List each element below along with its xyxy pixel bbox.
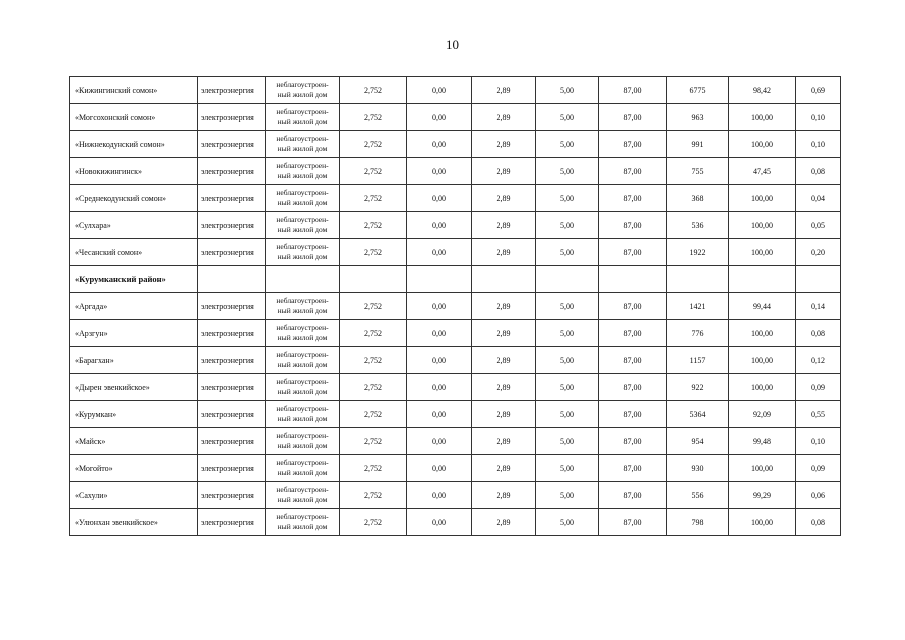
housing-type-cell	[266, 212, 340, 239]
settlement-name-cell: «Дырен эвенкийское»	[70, 374, 198, 401]
housing-type-cell	[266, 509, 340, 536]
coef-c-cell: 5,00	[536, 509, 599, 536]
norm-cell: 2,752	[340, 212, 407, 239]
coef-a-cell: 0,00	[407, 185, 472, 212]
table-row	[70, 509, 841, 536]
volume-cell: 0,55	[796, 401, 841, 428]
housing-type-cell	[266, 320, 340, 347]
norm-cell: 2,752	[340, 455, 407, 482]
resource-cell: электроэнергия	[198, 428, 266, 455]
norm-cell: 2,752	[340, 158, 407, 185]
resource-cell: электроэнергия	[198, 158, 266, 185]
coef-a-cell: 0,00	[407, 104, 472, 131]
coef-c-cell: 5,00	[536, 158, 599, 185]
empty-cell	[407, 266, 472, 293]
norm-cell: 2,752	[340, 293, 407, 320]
share-cell: 100,00	[729, 104, 796, 131]
coef-c-cell: 5,00	[536, 401, 599, 428]
resource-cell: электроэнергия	[198, 131, 266, 158]
table-row	[70, 131, 841, 158]
resource-cell: электроэнергия	[198, 482, 266, 509]
table-row	[70, 482, 841, 509]
coef-a-cell: 0,00	[407, 212, 472, 239]
coef-b-cell: 2,89	[472, 239, 536, 266]
settlement-name-cell: «Барагхан»	[70, 347, 198, 374]
coef-b-cell: 2,89	[472, 401, 536, 428]
section-row	[70, 266, 841, 293]
housing-type-cell	[266, 158, 340, 185]
coef-c-cell: 5,00	[536, 185, 599, 212]
share-cell: 92,09	[729, 401, 796, 428]
norm-cell: 2,752	[340, 185, 407, 212]
coef-c-cell: 5,00	[536, 428, 599, 455]
volume-cell: 0,05	[796, 212, 841, 239]
population-cell: 798	[667, 509, 729, 536]
coef-a-cell: 0,00	[407, 77, 472, 104]
housing-type-line: ный жилой дом	[277, 198, 328, 207]
coef-d-cell: 87,00	[599, 185, 667, 212]
share-cell: 100,00	[729, 239, 796, 266]
volume-cell: 0,69	[796, 77, 841, 104]
empty-cell	[796, 266, 841, 293]
settlement-name-cell: «Могойто»	[70, 455, 198, 482]
housing-type-line: неблагоустроен-	[276, 377, 329, 386]
housing-type-line: неблагоустроен-	[276, 134, 329, 143]
coef-d-cell: 87,00	[599, 347, 667, 374]
coef-b-cell: 2,89	[472, 347, 536, 374]
coef-b-cell: 2,89	[472, 104, 536, 131]
settlement-name-cell: «Курумкан»	[70, 401, 198, 428]
housing-type-line: неблагоустроен-	[276, 296, 329, 305]
resource-cell: электроэнергия	[198, 77, 266, 104]
population-cell: 930	[667, 455, 729, 482]
housing-type-line: ный жилой дом	[277, 171, 328, 180]
volume-cell: 0,14	[796, 293, 841, 320]
settlement-name-cell: «Нижнекодунский сомон»	[70, 131, 198, 158]
coef-c-cell: 5,00	[536, 131, 599, 158]
empty-cell	[266, 266, 340, 293]
population-cell: 368	[667, 185, 729, 212]
housing-type-cell	[266, 428, 340, 455]
population-cell: 954	[667, 428, 729, 455]
coef-c-cell: 5,00	[536, 347, 599, 374]
share-cell: 47,45	[729, 158, 796, 185]
housing-type-cell	[266, 185, 340, 212]
share-cell: 100,00	[729, 509, 796, 536]
housing-type-line: неблагоустроен-	[276, 215, 329, 224]
coef-b-cell: 2,89	[472, 428, 536, 455]
coef-d-cell: 87,00	[599, 131, 667, 158]
coef-b-cell: 2,89	[472, 482, 536, 509]
table-row	[70, 374, 841, 401]
resource-cell: электроэнергия	[198, 293, 266, 320]
table-row	[70, 239, 841, 266]
resource-cell: электроэнергия	[198, 347, 266, 374]
housing-type-line: неблагоустроен-	[276, 431, 329, 440]
table-row	[70, 104, 841, 131]
volume-cell: 0,08	[796, 320, 841, 347]
housing-type-cell	[266, 455, 340, 482]
norm-cell: 2,752	[340, 347, 407, 374]
table-row	[70, 320, 841, 347]
housing-type-line: ный жилой дом	[277, 414, 328, 423]
housing-type-line: ный жилой дом	[277, 522, 328, 531]
coef-a-cell: 0,00	[407, 374, 472, 401]
coef-d-cell: 87,00	[599, 158, 667, 185]
volume-cell: 0,06	[796, 482, 841, 509]
resource-cell: электроэнергия	[198, 239, 266, 266]
population-cell: 1922	[667, 239, 729, 266]
settlement-name-cell: «Улюнхан эвенкийское»	[70, 509, 198, 536]
housing-type-line: ный жилой дом	[277, 360, 328, 369]
volume-cell: 0,10	[796, 104, 841, 131]
resource-cell: электроэнергия	[198, 320, 266, 347]
coef-d-cell: 87,00	[599, 401, 667, 428]
housing-type-line: ный жилой дом	[277, 333, 328, 342]
coef-a-cell: 0,00	[407, 509, 472, 536]
housing-type-line: неблагоустроен-	[276, 512, 329, 521]
coef-d-cell: 87,00	[599, 428, 667, 455]
coef-b-cell: 2,89	[472, 509, 536, 536]
norm-cell: 2,752	[340, 104, 407, 131]
coef-d-cell: 87,00	[599, 293, 667, 320]
coef-b-cell: 2,89	[472, 212, 536, 239]
housing-type-cell	[266, 482, 340, 509]
volume-cell: 0,08	[796, 509, 841, 536]
norm-cell: 2,752	[340, 239, 407, 266]
housing-type-line: неблагоустроен-	[276, 107, 329, 116]
share-cell: 99,48	[729, 428, 796, 455]
coef-b-cell: 2,89	[472, 374, 536, 401]
norm-cell: 2,752	[340, 77, 407, 104]
settlement-name-cell: «Аргада»	[70, 293, 198, 320]
settlement-name-cell: «Сахули»	[70, 482, 198, 509]
coef-c-cell: 5,00	[536, 455, 599, 482]
coef-c-cell: 5,00	[536, 482, 599, 509]
housing-type-line: неблагоустроен-	[276, 404, 329, 413]
housing-type-line: неблагоустроен-	[276, 350, 329, 359]
population-cell: 776	[667, 320, 729, 347]
coef-a-cell: 0,00	[407, 131, 472, 158]
resource-cell: электроэнергия	[198, 401, 266, 428]
share-cell: 100,00	[729, 212, 796, 239]
volume-cell: 0,10	[796, 428, 841, 455]
share-cell: 100,00	[729, 455, 796, 482]
housing-type-line: ный жилой дом	[277, 441, 328, 450]
housing-type-cell	[266, 239, 340, 266]
district-name-cell: «Курумканский район»	[70, 266, 198, 293]
volume-cell: 0,10	[796, 131, 841, 158]
housing-type-line: ный жилой дом	[277, 306, 328, 315]
housing-type-line: ный жилой дом	[277, 387, 328, 396]
coef-a-cell: 0,00	[407, 347, 472, 374]
population-cell: 5364	[667, 401, 729, 428]
population-cell: 1157	[667, 347, 729, 374]
volume-cell: 0,08	[796, 158, 841, 185]
population-cell: 536	[667, 212, 729, 239]
settlement-name-cell: «Новокижингинск»	[70, 158, 198, 185]
empty-cell	[472, 266, 536, 293]
share-cell: 100,00	[729, 374, 796, 401]
table-row	[70, 293, 841, 320]
coef-a-cell: 0,00	[407, 239, 472, 266]
volume-cell: 0,09	[796, 374, 841, 401]
share-cell: 98,42	[729, 77, 796, 104]
coef-d-cell: 87,00	[599, 374, 667, 401]
coef-a-cell: 0,00	[407, 428, 472, 455]
coef-b-cell: 2,89	[472, 293, 536, 320]
settlement-name-cell: «Сулхара»	[70, 212, 198, 239]
coef-a-cell: 0,00	[407, 401, 472, 428]
housing-type-line: неблагоустроен-	[276, 485, 329, 494]
settlement-name-cell: «Могсохонский сомон»	[70, 104, 198, 131]
settlement-name-cell: «Чесанский сомон»	[70, 239, 198, 266]
housing-type-cell	[266, 104, 340, 131]
settlement-name-cell: «Среднекодунский сомон»	[70, 185, 198, 212]
coef-d-cell: 87,00	[599, 509, 667, 536]
coef-c-cell: 5,00	[536, 320, 599, 347]
tariff-table	[69, 76, 841, 536]
coef-d-cell: 87,00	[599, 239, 667, 266]
coef-b-cell: 2,89	[472, 185, 536, 212]
resource-cell: электроэнергия	[198, 455, 266, 482]
population-cell: 556	[667, 482, 729, 509]
resource-cell: электроэнергия	[198, 104, 266, 131]
table-row	[70, 185, 841, 212]
norm-cell: 2,752	[340, 482, 407, 509]
coef-d-cell: 87,00	[599, 77, 667, 104]
table-row	[70, 401, 841, 428]
empty-cell	[340, 266, 407, 293]
resource-cell: электроэнергия	[198, 185, 266, 212]
norm-cell: 2,752	[340, 509, 407, 536]
settlement-name-cell: «Кижингинский сомон»	[70, 77, 198, 104]
housing-type-cell	[266, 293, 340, 320]
population-cell: 6775	[667, 77, 729, 104]
population-cell: 755	[667, 158, 729, 185]
housing-type-cell	[266, 131, 340, 158]
empty-cell	[599, 266, 667, 293]
empty-cell	[729, 266, 796, 293]
resource-cell: электроэнергия	[198, 509, 266, 536]
resource-cell: электроэнергия	[198, 374, 266, 401]
housing-type-line: неблагоустроен-	[276, 323, 329, 332]
settlement-name-cell: «Арзгун»	[70, 320, 198, 347]
coef-a-cell: 0,00	[407, 482, 472, 509]
volume-cell: 0,04	[796, 185, 841, 212]
table-body	[70, 77, 841, 536]
table-row	[70, 212, 841, 239]
norm-cell: 2,752	[340, 374, 407, 401]
coef-c-cell: 5,00	[536, 374, 599, 401]
share-cell: 99,44	[729, 293, 796, 320]
table-row	[70, 455, 841, 482]
housing-type-line: неблагоустроен-	[276, 161, 329, 170]
housing-type-line: ный жилой дом	[277, 144, 328, 153]
coef-c-cell: 5,00	[536, 104, 599, 131]
coef-a-cell: 0,00	[407, 158, 472, 185]
housing-type-line: ный жилой дом	[277, 495, 328, 504]
coef-a-cell: 0,00	[407, 320, 472, 347]
housing-type-line: ный жилой дом	[277, 225, 328, 234]
housing-type-cell	[266, 347, 340, 374]
coef-d-cell: 87,00	[599, 104, 667, 131]
coef-c-cell: 5,00	[536, 212, 599, 239]
population-cell: 991	[667, 131, 729, 158]
table-row	[70, 77, 841, 104]
share-cell: 99,29	[729, 482, 796, 509]
coef-b-cell: 2,89	[472, 455, 536, 482]
empty-cell	[198, 266, 266, 293]
norm-cell: 2,752	[340, 131, 407, 158]
coef-c-cell: 5,00	[536, 77, 599, 104]
coef-c-cell: 5,00	[536, 293, 599, 320]
coef-d-cell: 87,00	[599, 455, 667, 482]
coef-c-cell: 5,00	[536, 239, 599, 266]
empty-cell	[667, 266, 729, 293]
housing-type-line: ный жилой дом	[277, 252, 328, 261]
housing-type-line: неблагоустроен-	[276, 80, 329, 89]
coef-b-cell: 2,89	[472, 158, 536, 185]
empty-cell	[536, 266, 599, 293]
table-row	[70, 428, 841, 455]
population-cell: 1421	[667, 293, 729, 320]
housing-type-line: неблагоустроен-	[276, 458, 329, 467]
volume-cell: 0,12	[796, 347, 841, 374]
table-row	[70, 158, 841, 185]
coef-b-cell: 2,89	[472, 77, 536, 104]
population-cell: 963	[667, 104, 729, 131]
coef-d-cell: 87,00	[599, 482, 667, 509]
coef-d-cell: 87,00	[599, 212, 667, 239]
housing-type-line: ный жилой дом	[277, 117, 328, 126]
housing-type-line: неблагоустроен-	[276, 242, 329, 251]
coef-a-cell: 0,00	[407, 293, 472, 320]
table-row	[70, 347, 841, 374]
settlement-name-cell: «Майск»	[70, 428, 198, 455]
coef-b-cell: 2,89	[472, 131, 536, 158]
housing-type-cell	[266, 77, 340, 104]
volume-cell: 0,09	[796, 455, 841, 482]
page-number: 10	[446, 37, 459, 52]
norm-cell: 2,752	[340, 320, 407, 347]
volume-cell: 0,20	[796, 239, 841, 266]
housing-type-cell	[266, 374, 340, 401]
share-cell: 100,00	[729, 131, 796, 158]
coef-b-cell: 2,89	[472, 320, 536, 347]
housing-type-line: ный жилой дом	[277, 468, 328, 477]
coef-d-cell: 87,00	[599, 320, 667, 347]
housing-type-line: ный жилой дом	[277, 90, 328, 99]
housing-type-line: неблагоустроен-	[276, 188, 329, 197]
norm-cell: 2,752	[340, 401, 407, 428]
population-cell: 922	[667, 374, 729, 401]
resource-cell: электроэнергия	[198, 212, 266, 239]
coef-a-cell: 0,00	[407, 455, 472, 482]
share-cell: 100,00	[729, 320, 796, 347]
housing-type-cell	[266, 401, 340, 428]
share-cell: 100,00	[729, 185, 796, 212]
norm-cell: 2,752	[340, 428, 407, 455]
share-cell: 100,00	[729, 347, 796, 374]
